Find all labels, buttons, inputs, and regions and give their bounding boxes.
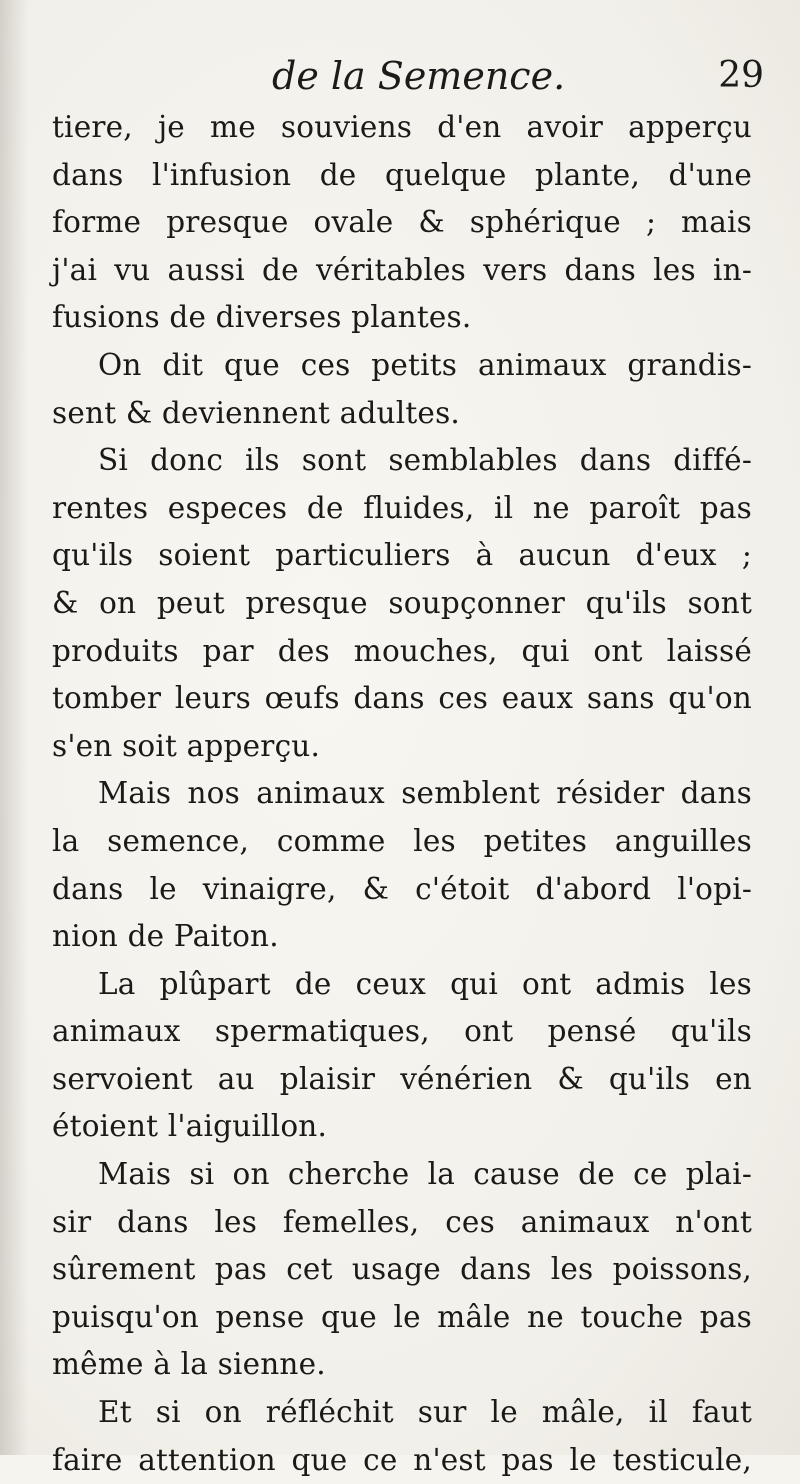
text-line: qu'ils soient particuliers à aucun d'eux ; [52, 538, 752, 573]
text-line: puisqu'on pense que le mâle ne touche pas [52, 1299, 752, 1334]
text-line: forme presque ovale & sphérique ; mais [52, 205, 752, 240]
text-line: & on peut presque soupçonner qu'ils sont [52, 585, 752, 620]
text-line: j'ai vu aussi de véritables vers dans les in- [52, 252, 752, 287]
text-line: tiere, je me souviens d'en avoir apperçu [52, 110, 752, 144]
text-line: Et si on réfléchit sur le mâle, il faut [98, 1395, 752, 1430]
page-header [0, 48, 800, 104]
text-line: On dit que ces petits animaux grandis- [98, 347, 752, 382]
text-line: nion de Paiton. [52, 919, 279, 954]
text-line: faire attention que ce n'est pas le testicule, [52, 1442, 752, 1477]
body-text [52, 104, 752, 1484]
text-line: tomber leurs œufs dans ces eaux sans qu'on [52, 681, 752, 716]
text-line: s'en soit apperçu. [52, 728, 321, 763]
text-line: servoient au plaisir vénérien & qu'ils en [52, 1061, 752, 1096]
text-line: Si donc ils sont semblables dans diffé- [98, 443, 752, 478]
text-line: fusions de diverses plantes. [52, 300, 472, 335]
text-line: Mais si on cherche la cause de ce plai- [98, 1157, 752, 1192]
text-line: dans le vinaigre, & c'étoit d'abord l'opi- [52, 871, 752, 906]
text-line: même à la sienne. [52, 1347, 326, 1382]
gutter-shadow [0, 0, 28, 1455]
text-line: étoient l'aiguillon. [52, 1109, 328, 1144]
text-line: La plûpart de ceux qui ont admis les [98, 966, 752, 1001]
text-line: sent & deviennent adultes. [52, 395, 460, 430]
text-line: dans l'infusion de quelque plante, d'une [52, 157, 752, 192]
text-line: sir dans les femelles, ces animaux n'ont [52, 1204, 752, 1239]
page-number: 29 [718, 55, 764, 96]
text-line: rentes especes de fluides, il ne paroît pas [52, 490, 752, 525]
text-line: sûrement pas cet usage dans les poissons, [52, 1252, 752, 1287]
text-line: produits par des mouches, qui ont laissé [52, 633, 752, 668]
text-line: Mais nos animaux semblent résider dans [98, 776, 752, 811]
text-line: animaux spermatiques, ont pensé qu'ils [52, 1014, 752, 1049]
running-title: de la Semence. [272, 54, 566, 98]
text-line: la semence, comme les petites anguilles [52, 823, 752, 858]
